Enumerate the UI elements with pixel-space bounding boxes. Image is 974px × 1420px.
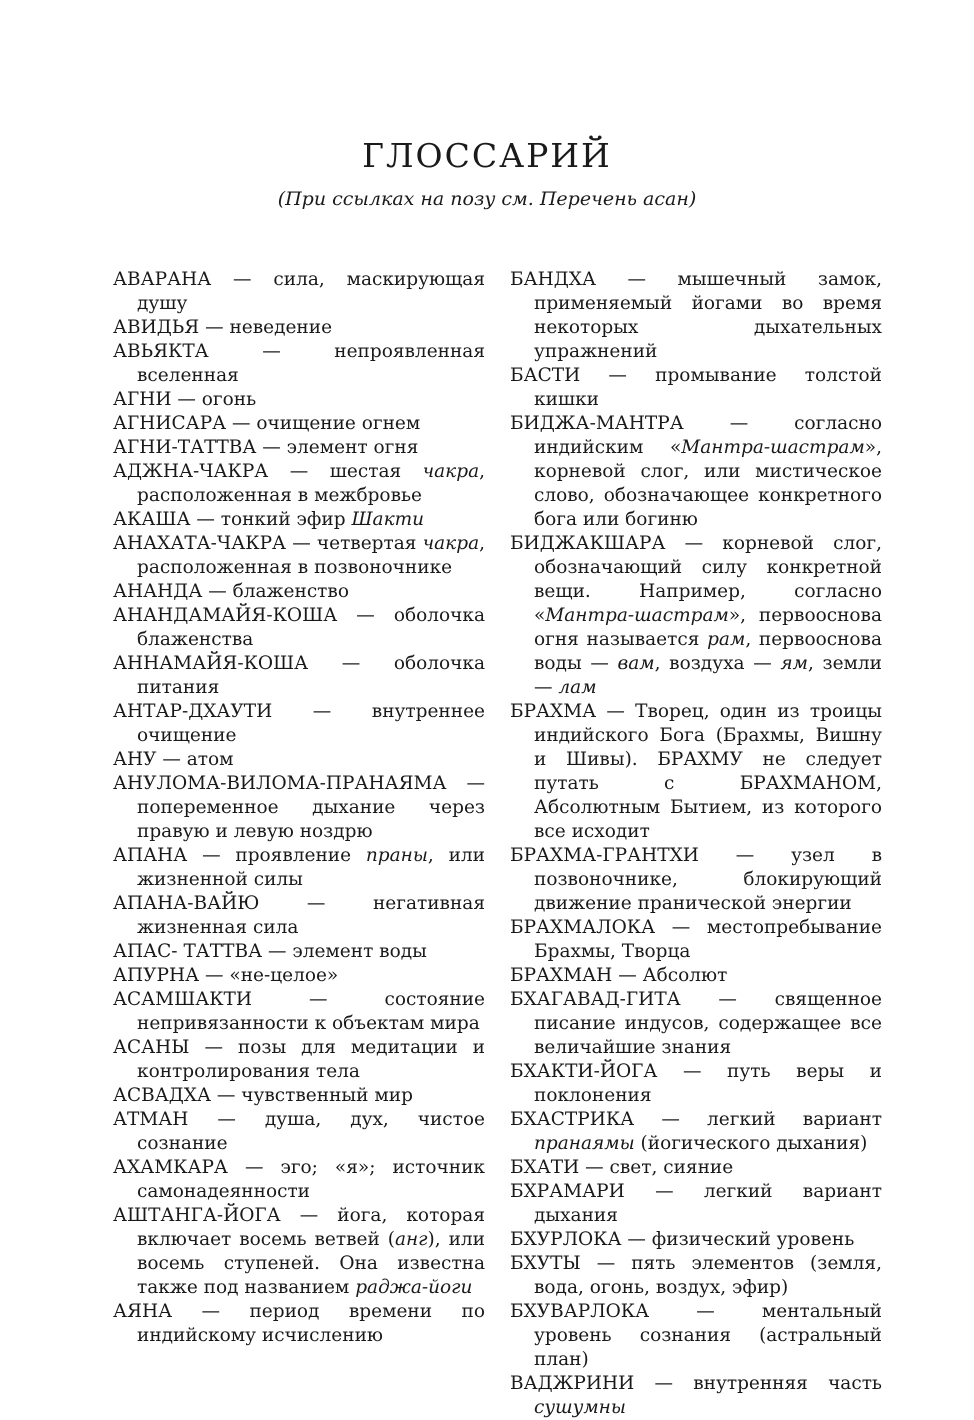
glossary-definition-italic: Мантра-шастрам (545, 605, 729, 626)
glossary-definition: — ментальный уровень сознания (астральный план) (534, 1301, 882, 1370)
glossary-term: АННАМАЙЯ-КОША (113, 653, 309, 674)
glossary-column-right (510, 268, 882, 1420)
glossary-definition: — оболочка блаженства (137, 605, 485, 650)
page-subtitle-text: (При ссылках на позу см. Перечень асан) (277, 188, 697, 210)
glossary-entry (113, 436, 485, 460)
glossary-term: АГНИ-ТАТТВА (113, 437, 257, 458)
glossary-term: АГНИ (113, 389, 172, 410)
glossary-definition-italic: ям (780, 653, 808, 674)
glossary-entry (113, 772, 485, 844)
glossary-entry (510, 1156, 882, 1180)
glossary-definition-italic: рам (707, 629, 746, 650)
glossary-entry (113, 700, 485, 748)
glossary-definition: — внутреннее очищение (137, 701, 485, 746)
glossary-definition: — сила, маскирующая душу (137, 269, 485, 314)
glossary-term: АНТАР-ДХАУТИ (113, 701, 273, 722)
glossary-entry (113, 316, 485, 340)
glossary-term: БХАКТИ-ЙОГА (510, 1061, 658, 1082)
glossary-term: БРАХМА-ГРАНТХИ (510, 845, 699, 866)
glossary-definition-italic: раджа-йоги (355, 1277, 473, 1298)
glossary-definition: — шестая (268, 461, 423, 482)
glossary-definition: — непроявленная вселенная (137, 341, 485, 386)
glossary-term: БРАХМАЛОКА (510, 917, 656, 938)
glossary-entry (113, 388, 485, 412)
glossary-definition: — тонкий эфир (190, 509, 352, 530)
glossary-definition-italic: сушумны (534, 1397, 626, 1418)
glossary-entry (510, 988, 882, 1060)
glossary-term: БХАСТРИКА (510, 1109, 635, 1130)
glossary-term: АВЬЯКТА (113, 341, 209, 362)
glossary-term: БХУТЫ (510, 1253, 581, 1274)
glossary-entry (113, 652, 485, 700)
glossary-definition: — священное писание индусов, содержащее все величайшие знания (534, 989, 882, 1058)
glossary-entry (113, 508, 485, 532)
glossary-definition: — внутренняя часть (634, 1373, 882, 1394)
glossary-definition-italic: анг (394, 1229, 428, 1250)
glossary-definition-italic: вам (617, 653, 655, 674)
glossary-entry (113, 604, 485, 652)
glossary-entry (113, 988, 485, 1036)
glossary-definition-italic: лам (558, 677, 597, 698)
glossary-term: АДЖНА-ЧАКРА (113, 461, 269, 482)
glossary-term: БХАТИ (510, 1157, 580, 1178)
page-subtitle (0, 188, 974, 210)
glossary-definition: — йога, которая включает восемь ветвей ( (137, 1205, 485, 1250)
glossary-definition: — местопребывание Брахмы, Творца (534, 917, 882, 962)
glossary-definition: — элемент огня (256, 437, 419, 458)
glossary-term: АВИДЬЯ (113, 317, 200, 338)
glossary-definition: — оболочка питания (137, 653, 485, 698)
glossary-entry (113, 1084, 485, 1108)
glossary-definition: — легкий вариант (634, 1109, 882, 1130)
glossary-definition: — физический уровень (621, 1229, 855, 1250)
glossary-definition: — пять элементов (земля, вода, огонь, воздух, эфир) (534, 1253, 882, 1298)
glossary-term: АГНИСАРА (113, 413, 227, 434)
glossary-definition-italic: праны (365, 845, 428, 866)
glossary-entry (113, 532, 485, 580)
glossary-entry (510, 532, 882, 700)
glossary-definition: ), или восемь ступеней. Она известна также под названием (137, 1229, 485, 1298)
glossary-definition: (йогического дыхания) (634, 1133, 868, 1154)
glossary-definition: — огонь (171, 389, 257, 410)
glossary-term: БАСТИ (510, 365, 581, 386)
glossary-definition: , воздуха — (654, 653, 781, 674)
glossary-entry (113, 412, 485, 436)
glossary-definition: — свет, сияние (579, 1157, 734, 1178)
glossary-definition-italic: чакра (422, 461, 480, 482)
glossary-definition: — «не-целое» (199, 965, 339, 986)
glossary-entry (510, 1060, 882, 1108)
glossary-term: БХУРЛОКА (510, 1229, 622, 1250)
glossary-entry (113, 340, 485, 388)
glossary-definition: », корневой слог, или мистическое слово, обозначающее конкретного бога или богиню (534, 437, 882, 530)
glossary-entry (510, 916, 882, 964)
glossary-term: АПУРНА (113, 965, 200, 986)
glossary-definition: , расположенная в межбровье (137, 461, 485, 506)
glossary-definition: — блаженство (202, 581, 349, 602)
glossary-definition: — элемент воды (262, 941, 427, 962)
glossary-term: АПАНА (113, 845, 188, 866)
glossary-term: АСАМШАКТИ (113, 989, 253, 1010)
glossary-definition: , расположенная в позвоночнике (137, 533, 485, 578)
glossary-entry (510, 1372, 882, 1420)
glossary-entry (113, 940, 485, 964)
glossary-definition: — попеременное дыхание через правую и левую ноздрю (137, 773, 485, 842)
glossary-term: АПАНА-ВАЙЮ (113, 893, 260, 914)
glossary-term: БАНДХА (510, 269, 596, 290)
glossary-definition-italic: Мантра-шастрам (681, 437, 865, 458)
glossary-entry (510, 412, 882, 532)
glossary-definition: — легкий вариант дыхания (534, 1181, 882, 1226)
glossary-definition: — Творец, один из троицы индийского Бога (Брахмы, Вишну и Шивы). БРАХМУ не следует путать с БРАХМАНОМ, Абсолютным Бытием, из которого все исходит (534, 701, 882, 842)
glossary-definition: — неведение (199, 317, 333, 338)
glossary-definition-italic: пранаямы (534, 1133, 635, 1154)
glossary-entry (113, 268, 485, 316)
glossary-definition: — согласно индийским « (534, 413, 882, 458)
glossary-entry (113, 892, 485, 940)
glossary-term: АНАНДАМАЙЯ-КОША (113, 605, 338, 626)
page-title: ГЛОССАРИЙ (362, 136, 612, 175)
glossary-entry (510, 364, 882, 412)
glossary-definition: , или жизненной силы (137, 845, 485, 890)
glossary-term: АШТАНГА-ЙОГА (113, 1205, 281, 1226)
glossary-definition: — мышечный замок, применяемый йогами во время некоторых дыхательных упражнений (534, 269, 882, 362)
glossary-definition: — проявление (187, 845, 366, 866)
glossary-term: БХРАМАРИ (510, 1181, 625, 1202)
glossary-definition: — Абсолют (612, 965, 728, 986)
glossary-term: АНУ (113, 749, 157, 770)
glossary-entry (510, 844, 882, 916)
glossary-entry (510, 1228, 882, 1252)
glossary-definition: — четвертая (286, 533, 423, 554)
glossary-term: АХАМКАРА (113, 1157, 228, 1178)
glossary-term: БХУВАРЛОКА (510, 1301, 650, 1322)
glossary-term: БРАХМАН (510, 965, 613, 986)
glossary-entry (113, 580, 485, 604)
glossary-definition-italic: чакра (422, 533, 480, 554)
glossary-definition: — узел в позвоночнике, блокирующий движение пранической энергии (534, 845, 882, 914)
glossary-definition: , земли — (534, 653, 882, 698)
glossary-definition: , первооснова воды — (534, 629, 882, 674)
glossary-term: АСВАДХА (113, 1085, 211, 1106)
glossary-definition: — промывание толстой кишки (534, 365, 882, 410)
glossary-definition: — душа, дух, чистое сознание (137, 1109, 485, 1154)
glossary-entry (113, 1204, 485, 1300)
glossary-term: АВАРАНА (113, 269, 212, 290)
glossary-term: БИДЖА-МАНТРА (510, 413, 684, 434)
glossary-term: АНАХАТА-ЧАКРА (113, 533, 287, 554)
glossary-entry (113, 748, 485, 772)
glossary-definition: — корневой слог, обозначающий силу конкретной вещи. Например, согласно « (534, 533, 882, 626)
glossary-definition: — состояние непривязанности к объектам мира (137, 989, 485, 1034)
glossary-term: ВАДЖРИНИ (510, 1373, 635, 1394)
glossary-definition-italic: Шакти (351, 509, 425, 530)
glossary-definition: — эго; «я»; источник самонадеянности (137, 1157, 485, 1202)
glossary-column-left (113, 268, 485, 1348)
glossary-term: АНУЛОМА-ВИЛОМА-ПРАНАЯМА (113, 773, 447, 794)
glossary-entry (510, 700, 882, 844)
glossary-definition: — атом (156, 749, 234, 770)
glossary-entry (510, 1252, 882, 1300)
glossary-definition: », первооснова огня называется (534, 605, 882, 650)
glossary-term: АСАНЫ (113, 1037, 190, 1058)
glossary-term: БИДЖАКШАРА (510, 533, 666, 554)
glossary-entry (510, 1300, 882, 1372)
glossary-definition: — период времени по индийскому исчислению (137, 1301, 485, 1346)
glossary-term: АТМАН (113, 1109, 189, 1130)
glossary-term: АКАША (113, 509, 191, 530)
glossary-entry (510, 1108, 882, 1156)
glossary-term: АНАНДА (113, 581, 203, 602)
glossary-entry (113, 964, 485, 988)
glossary-term: БХАГАВАД-ГИТА (510, 989, 681, 1010)
glossary-definition: — негативная жизненная сила (137, 893, 485, 938)
glossary-definition: — позы для медитации и контролирования тела (137, 1037, 485, 1082)
glossary-term: АЯНА (113, 1301, 173, 1322)
glossary-entry (113, 1156, 485, 1204)
glossary-definition: — чувственный мир (211, 1085, 413, 1106)
glossary-entry (113, 1036, 485, 1084)
glossary-definition: — путь веры и поклонения (534, 1061, 882, 1106)
glossary-entry (510, 964, 882, 988)
glossary-entry (510, 1180, 882, 1228)
glossary-entry (113, 460, 485, 508)
glossary-entry (510, 268, 882, 364)
glossary-entry (113, 1108, 485, 1156)
glossary-term: БРАХМА (510, 701, 597, 722)
glossary-definition: — очищение огнем (226, 413, 421, 434)
glossary-entry (113, 1300, 485, 1348)
glossary-entry (113, 844, 485, 892)
glossary-term: АПАС- ТАТТВА (113, 941, 263, 962)
